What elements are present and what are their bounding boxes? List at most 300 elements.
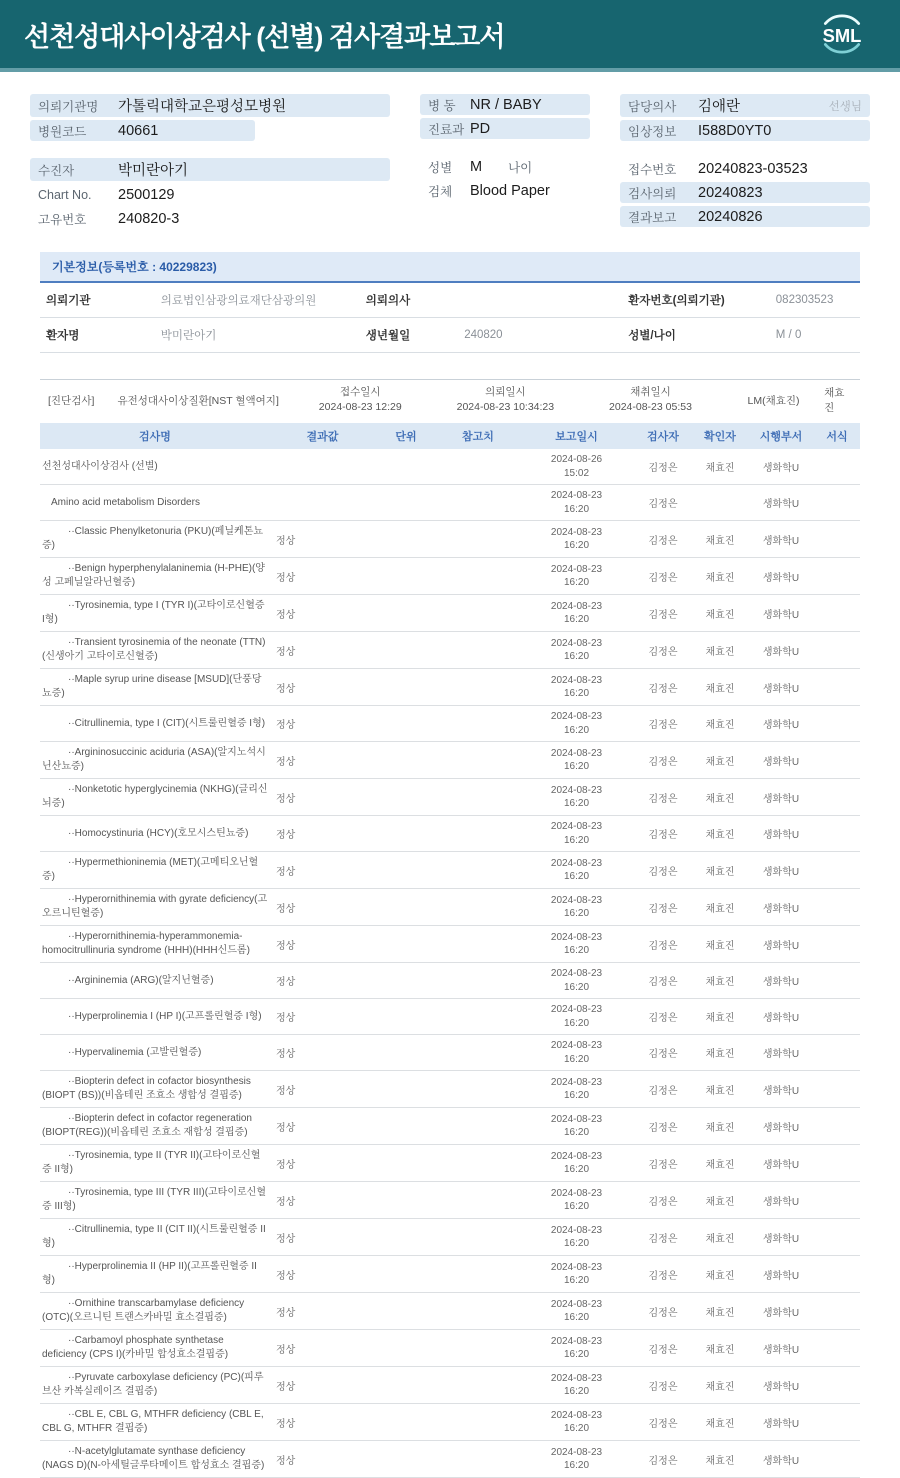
info-row [420,94,590,115]
test-unit [375,1219,437,1256]
test-result: 정상 [270,1145,375,1182]
test-reference [437,1367,519,1404]
test-reported-at: 2024-08-23 16:20 [519,852,634,889]
collected-label: 채취일시 [630,386,671,399]
test-reference [437,963,519,999]
info-value: 김애란 [698,99,741,115]
test-reference [437,1441,519,1478]
info-value: 20240823-03523 [698,160,808,177]
test-form [814,816,860,852]
test-name: ··Transient tyrosinemia of the neonate (TTN)(신생아기 고타이로신혈증) [40,632,270,669]
test-name: ··Biopterin defect in cofactor biosynthesis (BIOPT (BS))(비옵테린 조효소 생합성 결핍증) [40,1071,270,1108]
test-result: 정상 [270,742,375,779]
received-label: 접수일시 [339,386,381,399]
info-row [30,208,390,229]
test-unit [375,632,437,669]
test-unit [375,1404,437,1441]
test-confirmer: 채효진 [692,779,748,816]
basic-label: 생년월일 [360,318,458,353]
result-row [40,1219,860,1256]
info-value: PD [470,120,491,137]
test-reference [437,1035,519,1071]
test-department: 생화학U [748,926,814,963]
info-label: 진료과 [428,122,465,137]
test-department: 생화학U [748,558,814,595]
test-name: ··Carbamoyl phosphate synthetase deficiency (CPS I)(카바밀 합성효소결핍증) [40,1330,270,1367]
info-row [620,120,870,141]
test-confirmer: 채효진 [692,926,748,963]
info-row [620,94,870,117]
col-reported-at: 보고일시 [519,423,634,449]
sml-logo-text: SML [822,24,862,46]
info-value: 40661 [118,122,159,139]
test-tester: 김정은 [634,485,692,521]
info-value: 2500129 [118,186,175,203]
test-name: ··Pyruvate carboxylase deficiency (PC)(피루브산 카복실레이즈 결핍증) [40,1367,270,1404]
received-value: 2024-08-23 12:29 [318,401,402,413]
test-confirmer: 채효진 [692,1071,748,1108]
test-result: 정상 [270,669,375,706]
test-result: 정상 [270,1404,375,1441]
test-department: 생화학U [748,449,814,485]
test-department: 생화학U [748,963,814,999]
result-row [40,1404,860,1441]
test-name: ··Citrullinemia, type II (CIT II)(시트룰린혈증 II형) [40,1219,270,1256]
test-tester: 김정은 [634,1330,692,1367]
basic-value: M / 0 [770,318,860,353]
info-label: Chart No. [38,187,92,202]
test-name: ··Tyrosinemia, type III (TYR III)(고타이로신혈증 III형) [40,1182,270,1219]
test-name: ··CBL E, CBL G, MTHFR deficiency (CBL E, CBL G, MTHFR 결핍증) [40,1404,270,1441]
report-title: 선천성대사이상검사 (선별) 검사결과보고서 [24,21,505,52]
test-confirmer: 채효진 [692,706,748,742]
test-reference [437,558,519,595]
test-reference [437,1219,519,1256]
test-result: 정상 [270,1367,375,1404]
info-label: 성별 [428,160,453,175]
basic-value: 박미란아기 [155,318,360,353]
result-row [40,632,860,669]
test-confirmer: 채효진 [692,1108,748,1145]
result-row [40,1071,860,1108]
test-form [814,926,860,963]
test-reported-at: 2024-08-23 16:20 [519,1219,634,1256]
test-unit [375,1071,437,1108]
info-value: Blood Paper [470,182,550,199]
result-row [40,1035,860,1071]
test-department: 생화학U [748,889,814,926]
info-value: I588D0YT0 [698,122,772,139]
test-unit [375,779,437,816]
test-confirmer: 채효진 [692,595,748,632]
test-result: 정상 [270,926,375,963]
col-tester: 검사자 [634,423,692,449]
test-confirmer: 채효진 [692,1404,748,1441]
test-reference [437,1256,519,1293]
info-value: 가톨릭대학교은평성모병원 [118,99,287,115]
diagnostics-strip [40,379,860,421]
test-confirmer: 채효진 [692,521,748,558]
test-department: 생화학U [748,669,814,706]
test-unit [375,999,437,1035]
test-reference [437,521,519,558]
info-row [30,120,255,141]
result-row [40,521,860,558]
result-row [40,485,860,521]
test-reported-at: 2024-08-23 16:20 [519,521,634,558]
test-name: ··Tyrosinemia, type II (TYR II)(고타이로신혈증 II형) [40,1145,270,1182]
result-row [40,889,860,926]
info-value: 240820-3 [118,210,180,227]
info-row [420,180,590,201]
test-name: ··Hyperprolinemia I (HP I)(고프롤린혈증 I형) [40,999,270,1035]
info-value: 20240823 [698,184,763,201]
test-name: ··N-acetylglutamate synthase deficiency (NAGS D)(N-아세틸글루타메이트 합성효소 결핍증) [40,1441,270,1478]
results-body [40,449,860,1478]
test-reported-at: 2024-08-23 16:20 [519,1367,634,1404]
test-tester: 김정은 [634,1256,692,1293]
col-unit: 단위 [375,423,437,449]
basic-value: 082303523 [770,283,860,318]
test-form [814,521,860,558]
test-department: 생화학U [748,1035,814,1071]
basic-value [458,283,622,318]
test-result: 정상 [270,963,375,999]
test-department: 생화학U [748,521,814,558]
info-label: 검사의뢰 [628,186,677,201]
test-result: 정상 [270,706,375,742]
test-confirmer [692,485,748,521]
info-label: 담당의사 [628,99,677,114]
result-row [40,816,860,852]
test-tester: 김정은 [634,595,692,632]
col-department: 시행부서 [748,423,814,449]
info-label: 고유번호 [38,212,87,227]
test-form [814,999,860,1035]
test-name: ··Hyperornithinemia with gyrate deficiency(고오르니틴혈증) [40,889,270,926]
test-department: 생화학U [748,1182,814,1219]
test-unit [375,1182,437,1219]
test-name: ··Nonketotic hyperglycinemia (NKHG)(글리신뇌증) [40,779,270,816]
test-unit [375,1035,437,1071]
requested-value: 2024-08-23 10:34:23 [456,401,555,413]
test-name: ··Argininosuccinic aciduria (ASA)(알지노석시닌산뇨증) [40,742,270,779]
report-header [0,0,900,72]
test-reference [437,779,519,816]
test-form [814,485,860,521]
col-reference: 참고치 [437,423,519,449]
test-form [814,1293,860,1330]
test-unit [375,1145,437,1182]
test-tester: 김정은 [634,889,692,926]
test-name: Amino acid metabolism Disorders [40,485,270,521]
test-confirmer: 채효진 [692,963,748,999]
test-tester: 김정은 [634,669,692,706]
result-row [40,1256,860,1293]
result-row [40,1330,860,1367]
test-result: 정상 [270,595,375,632]
patient-info-col-3 [620,94,870,232]
test-reported-at: 2024-08-23 16:20 [519,779,634,816]
test-reported-at: 2024-08-23 16:20 [519,742,634,779]
test-tester: 김정은 [634,926,692,963]
test-tester: 김정은 [634,1108,692,1145]
basic-label: 환자번호(의뢰기관) [622,283,770,318]
test-tester: 김정은 [634,1182,692,1219]
test-department: 생화학U [748,779,814,816]
basic-label: 의뢰의사 [360,283,458,318]
test-reference [437,816,519,852]
test-tester: 김정은 [634,999,692,1035]
test-name: ··Hyperprolinemia II (HP II)(고프롤린혈증 II형) [40,1256,270,1293]
test-reported-at: 2024-08-23 16:20 [519,1330,634,1367]
test-result: 정상 [270,521,375,558]
info-value: M [470,158,483,175]
result-row [40,926,860,963]
test-form [814,595,860,632]
basic-info-section [40,252,860,353]
test-result: 정상 [270,1256,375,1293]
result-row [40,449,860,485]
info-row [620,158,870,179]
info-label: 접수번호 [628,162,677,177]
test-result: 정상 [270,632,375,669]
test-confirmer: 채효진 [692,632,748,669]
collected-value: 2024-08-23 05:53 [609,401,692,413]
test-result: 정상 [270,1219,375,1256]
test-form [814,1182,860,1219]
result-row [40,852,860,889]
collected-datetime [578,385,723,414]
test-confirmer: 채효진 [692,1441,748,1478]
test-department: 생화학U [748,1367,814,1404]
test-tester: 김정은 [634,1219,692,1256]
test-unit [375,669,437,706]
test-confirmer: 채효진 [692,1293,748,1330]
test-unit [375,449,437,485]
test-unit [375,816,437,852]
result-row [40,1182,860,1219]
test-tester: 김정은 [634,1367,692,1404]
test-reported-at: 2024-08-23 16:20 [519,1293,634,1330]
test-form [814,963,860,999]
test-form [814,742,860,779]
test-department: 생화학U [748,1293,814,1330]
test-name: ··Hypermethioninemia (MET)(고메티오닌혈증) [40,852,270,889]
test-department: 생화학U [748,1071,814,1108]
test-form [814,1108,860,1145]
test-result [270,449,375,485]
test-reference [437,1330,519,1367]
test-tester: 김정은 [634,1404,692,1441]
test-reported-at: 2024-08-23 16:20 [519,632,634,669]
test-reference [437,926,519,963]
test-unit [375,1108,437,1145]
result-row [40,1367,860,1404]
result-row [40,1145,860,1182]
info-row [30,184,390,205]
test-name: ··Citrullinemia, type I (CIT)(시트룰린혈증 I형) [40,706,270,742]
info-label: 병 동 [428,98,456,113]
info-label: 검체 [428,184,453,199]
test-form [814,1330,860,1367]
test-name: ··Hyperornithinemia-hyperammonemia-homocitrullinuria syndrome (HHH)(HHH신드롬) [40,926,270,963]
test-unit [375,558,437,595]
test-department: 생화학U [748,852,814,889]
basic-label: 의뢰기관 [40,283,155,318]
test-name: ··Argininemia (ARG)(알지닌혈증) [40,963,270,999]
test-reported-at: 2024-08-23 16:20 [519,963,634,999]
results-section [40,423,860,1478]
test-department: 생화학U [748,1219,814,1256]
test-unit [375,742,437,779]
test-reference [437,669,519,706]
patient-info-col-2 [420,94,590,232]
test-confirmer: 채효진 [692,889,748,926]
test-tester: 김정은 [634,852,692,889]
basic-info-table [40,283,860,353]
test-form [814,706,860,742]
test-reported-at: 2024-08-23 16:20 [519,485,634,521]
test-result: 정상 [270,558,375,595]
test-confirmer: 채효진 [692,1182,748,1219]
test-form [814,558,860,595]
test-department: 생화학U [748,999,814,1035]
test-result: 정상 [270,889,375,926]
test-unit [375,706,437,742]
test-tester: 김정은 [634,779,692,816]
test-reported-at: 2024-08-23 16:20 [519,889,634,926]
test-reported-at: 2024-08-23 16:20 [519,926,634,963]
lm-collector: LM(채효진) [747,394,800,407]
info-label: 결과보고 [628,210,677,225]
test-name: ··Classic Phenylketonuria (PKU)(페닐케톤뇨증) [40,521,270,558]
info-row [30,94,390,117]
collector-name: 채효진 [824,387,845,414]
test-result: 정상 [270,852,375,889]
test-department: 생화학U [748,1330,814,1367]
test-confirmer: 채효진 [692,999,748,1035]
info-value: NR / BABY [470,96,542,113]
test-reference [437,1108,519,1145]
patient-info-col-1 [30,94,390,232]
test-unit [375,926,437,963]
test-form [814,1219,860,1256]
test-department: 생화학U [748,595,814,632]
result-row [40,999,860,1035]
test-reported-at: 2024-08-23 16:20 [519,1071,634,1108]
test-department: 생화학U [748,1145,814,1182]
test-department: 생화학U [748,632,814,669]
result-row [40,742,860,779]
test-unit [375,963,437,999]
test-reference [437,449,519,485]
test-form [814,632,860,669]
result-row [40,963,860,999]
test-reported-at: 2024-08-23 16:20 [519,816,634,852]
test-confirmer: 채효진 [692,816,748,852]
col-test-name: 검사명 [40,423,270,449]
test-reference [437,706,519,742]
test-reference [437,1145,519,1182]
basic-value: 240820 [458,318,622,353]
info-row [620,206,870,227]
diagnostics-test-name: 유전성대사이상질환[NST 혈액여지] [117,394,279,407]
info-label: 병원코드 [38,124,87,139]
test-department: 생화학U [748,706,814,742]
test-name: ··Ornithine transcarbamylase deficiency (OTC)(오르니틴 트랜스카바밀 효소결핍증) [40,1293,270,1330]
test-result: 정상 [270,1330,375,1367]
basic-info-row [40,318,860,353]
diagnostics-tag: [진단검사] [48,394,95,407]
info-row [30,158,390,181]
test-department: 생화학U [748,742,814,779]
test-form [814,779,860,816]
test-reference [437,1404,519,1441]
result-row [40,669,860,706]
test-reported-at: 2024-08-23 16:20 [519,1182,634,1219]
test-reference [437,1293,519,1330]
basic-info-row [40,283,860,318]
test-confirmer: 채효진 [692,1330,748,1367]
test-form [814,852,860,889]
test-result: 정상 [270,1293,375,1330]
info-value: 박미란아기 [118,163,189,179]
test-form [814,1145,860,1182]
col-result: 결과값 [270,423,375,449]
test-reference [437,1071,519,1108]
test-result: 정상 [270,1035,375,1071]
test-department: 생화학U [748,1256,814,1293]
test-confirmer: 채효진 [692,1219,748,1256]
test-reference [437,595,519,632]
test-form [814,1404,860,1441]
col-confirmer: 확인자 [692,423,748,449]
result-row [40,1108,860,1145]
test-confirmer: 채효진 [692,1145,748,1182]
basic-info-title: 기본정보(등록번호 : 40229823) [40,252,860,283]
test-unit [375,1367,437,1404]
test-result: 정상 [270,1108,375,1145]
test-department: 생화학U [748,485,814,521]
result-row [40,558,860,595]
test-department: 생화학U [748,1108,814,1145]
test-reported-at: 2024-08-23 16:20 [519,1404,634,1441]
test-name: ··Maple syrup urine disease [MSUD](단풍당뇨증) [40,669,270,706]
test-tester: 김정은 [634,963,692,999]
test-tester: 김정은 [634,1071,692,1108]
test-reference [437,485,519,521]
test-tester: 김정은 [634,706,692,742]
test-name: ··Tyrosinemia, type I (TYR I)(고타이로신혈증 I형) [40,595,270,632]
test-unit [375,889,437,926]
basic-value: 의료법인삼광의료재단삼광의원 [155,283,360,318]
test-confirmer: 채효진 [692,852,748,889]
results-header-row [40,423,860,449]
test-unit [375,1330,437,1367]
info-row [620,182,870,203]
test-department: 생화학U [748,1404,814,1441]
test-unit [375,521,437,558]
test-unit [375,485,437,521]
test-result: 정상 [270,999,375,1035]
test-reported-at: 2024-08-23 16:20 [519,1145,634,1182]
test-form [814,1256,860,1293]
test-unit [375,595,437,632]
test-result: 정상 [270,1441,375,1478]
test-name: ··Homocystinuria (HCY)(호모시스틴뇨증) [40,816,270,852]
test-confirmer: 채효진 [692,449,748,485]
